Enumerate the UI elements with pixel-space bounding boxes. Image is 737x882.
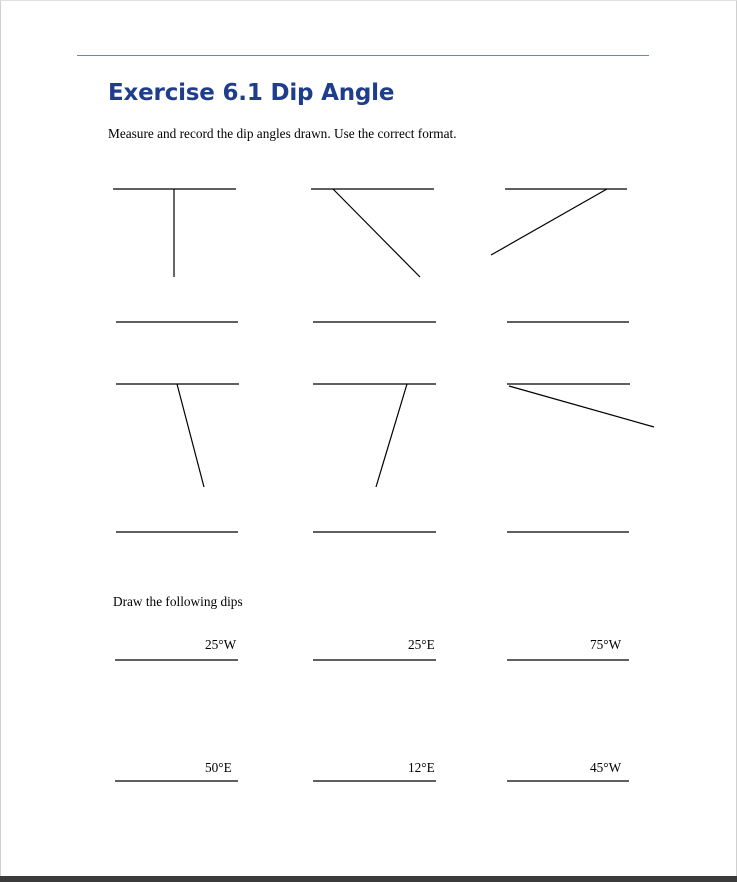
dip-label: 75°W <box>590 637 622 652</box>
dip-label: 25°E <box>408 637 435 652</box>
dip-figure-4 <box>116 384 239 487</box>
dip-figure-1 <box>113 189 236 277</box>
dip-label: 12°E <box>408 760 435 775</box>
dip-label: 45°W <box>590 760 622 775</box>
page-title: Exercise 6.1 Dip Angle <box>108 80 395 106</box>
dip-label: 25°W <box>205 637 237 652</box>
dip-figure-3 <box>491 189 627 255</box>
viewer-bottom-bar <box>0 876 737 882</box>
draw-section-heading: Draw the following dips <box>113 594 243 609</box>
dip-figure-2 <box>311 189 434 277</box>
dip-label: 50°E <box>205 760 232 775</box>
instructions-text: Measure and record the dip angles drawn. Use the correct format. <box>108 126 457 141</box>
dip-figure-5 <box>313 384 436 487</box>
dip-figure-6 <box>507 384 654 427</box>
